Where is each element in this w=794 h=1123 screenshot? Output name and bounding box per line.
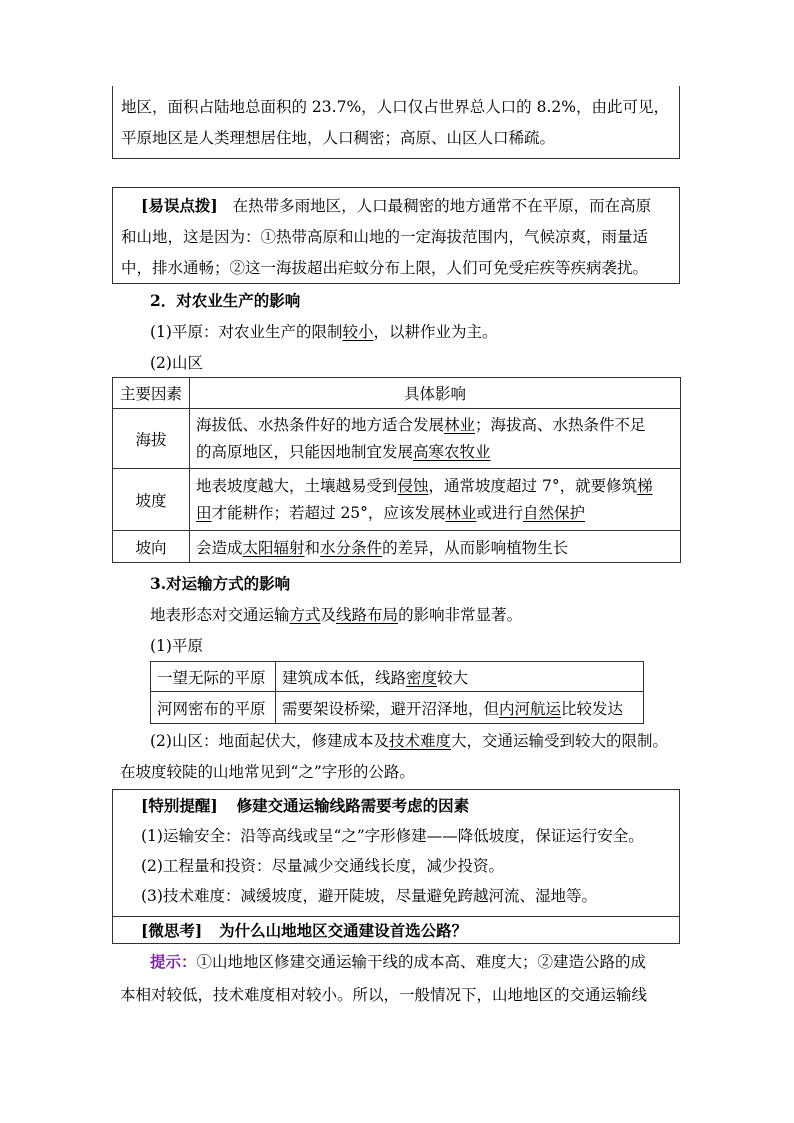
text: 的影响非常显著。 — [398, 606, 523, 624]
text: 地表坡度越大，土壤越易受到 — [196, 476, 398, 495]
micro-think-box — [112, 916, 680, 944]
text: 建筑成本低，线路 — [282, 668, 407, 687]
reminder-item: (2)工程量和投资：尽量减少交通线长度，减少投资。 — [141, 857, 504, 875]
text: 需要架设桥梁，避开沼泽地，但 — [282, 699, 500, 718]
plain-type-cell: 河网密布的平原 — [151, 692, 276, 724]
reminder-item: (1)运输安全：沿等高线或呈“之”字形修建——降低坡度，保证运行安全。 — [141, 827, 644, 845]
factor-cell: 海拔 — [113, 409, 190, 469]
table-header: 具体影响 — [190, 378, 681, 409]
text: 较大 — [437, 668, 469, 687]
section-3-heading: 3.对运输方式的影响 — [150, 574, 291, 593]
section-3-mountain-l1 — [150, 729, 668, 751]
mountain-factors-table — [112, 377, 681, 563]
section-2-p1 — [150, 320, 498, 342]
underlined-text: 侵蚀 — [397, 476, 429, 495]
error-tip-box — [112, 187, 680, 284]
text: 和 — [304, 538, 321, 557]
text: (2)山区：地面起伏大，修建成本及 — [150, 732, 389, 750]
micro-think-question: 为什么山地地区交通建设首选公路？ — [219, 921, 468, 940]
underlined-text: 水分条件 — [320, 538, 383, 557]
hint-line-2: 本相对较低，技术难度相对较小。所以，一般情况下，山地地区的交通运输线 — [120, 986, 648, 1004]
text: 会造成 — [196, 538, 243, 557]
underlined-text: 密度 — [406, 668, 438, 687]
error-tip-tag: [易误点拨] — [141, 196, 218, 215]
effect-cell — [190, 469, 681, 531]
text: ①山地地区修建交通运输干线的成本高、难度大；②建造公路的成 — [196, 953, 647, 971]
section-3-p2: (1)平原 — [150, 637, 203, 655]
summary-line-1: 地区，面积占陆地总面积的 23.7%，人口仅占世界总人口的 8.2%，由此可见， — [121, 98, 669, 116]
text: (1)平原：对农业生产的限制 — [150, 323, 343, 341]
underlined-text: 方式 — [289, 606, 321, 624]
summary-box — [112, 86, 680, 159]
factor-cell: 坡度 — [113, 469, 190, 531]
section-2-p2: (2)山区 — [150, 354, 203, 372]
underlined-text: 太阳辐射 — [242, 538, 305, 557]
text: ；海拔高、水热条件不足 — [475, 415, 646, 434]
text: 大，交通运输受到较大的限制。 — [450, 732, 668, 750]
plain-effect-cell — [276, 662, 644, 692]
error-tip-line-1: 在热带多雨地区，人口最稠密的地方通常不在平原，而在高原 — [232, 197, 652, 215]
plain-effect-cell — [276, 692, 644, 724]
hint-line-1 — [150, 950, 646, 972]
effect-cell — [190, 409, 681, 469]
underlined-text: 自然保护 — [522, 503, 585, 522]
text: 的高原地区，只能因地制宜发展 — [196, 442, 414, 461]
section-3-mountain-l2: 在坡度较陡的山地常见到“之”字形的公路。 — [120, 763, 415, 781]
effect-cell — [190, 531, 681, 563]
underlined-text: 高寒农牧业 — [413, 442, 491, 461]
text: ，以耕作业为主。 — [373, 323, 498, 341]
special-reminder-box — [112, 789, 680, 917]
text: 海拔低、水热条件好的地方适合发展 — [196, 415, 445, 434]
reminder-item: (3)技术难度：减缓坡度，避开陡坡，尽量避免跨越河流、湿地等。 — [141, 887, 597, 905]
error-tip-line-3: 中，排水通畅；②这一海拔超出疟蚊分布上限，人们可免受疟疾等疾病袭扰。 — [121, 259, 649, 277]
hint-label: 提示： — [150, 952, 197, 971]
factor-cell: 坡向 — [113, 531, 190, 563]
text: 才能耕作；若超过 25°，应该发展 — [211, 503, 446, 522]
section-3-p1 — [150, 603, 522, 625]
text: 或进行 — [476, 503, 523, 522]
special-reminder-title: 修建交通运输线路需要考虑的因素 — [236, 796, 470, 815]
special-reminder-tag: [特别提醒] — [141, 796, 218, 815]
plain-transport-table — [150, 661, 644, 724]
underlined-text: 梯 — [637, 476, 653, 495]
underlined-text: 技术难度 — [388, 732, 451, 750]
text: 比较发达 — [561, 699, 624, 718]
underlined-text: 林业 — [445, 503, 477, 522]
summary-line-2: 平原地区是人类理想居住地，人口稠密；高原、山区人口稀疏。 — [121, 129, 556, 147]
text: 及 — [320, 606, 337, 624]
underlined-text: 内河航运 — [499, 699, 562, 718]
plain-type-cell: 一望无际的平原 — [151, 662, 276, 692]
underlined-text: 较小 — [342, 323, 374, 341]
micro-think-tag: [微思考] — [141, 921, 203, 940]
section-2-heading: 2．对农业生产的影响 — [150, 291, 301, 310]
underlined-text: 林业 — [444, 415, 476, 434]
text: ，通常坡度超过 7°，就要修筑 — [428, 476, 638, 495]
underlined-text: 线路布局 — [336, 606, 399, 624]
text: 的差异，从而影响植物生长 — [382, 538, 569, 557]
table-header: 主要因素 — [113, 378, 190, 409]
text: 地表形态对交通运输 — [150, 606, 290, 624]
underlined-text: 田 — [196, 503, 212, 522]
error-tip-line-2: 和山地，这是因为：①热带高原和山地的一定海拔范围内，气候凉爽，雨量适 — [121, 228, 649, 246]
